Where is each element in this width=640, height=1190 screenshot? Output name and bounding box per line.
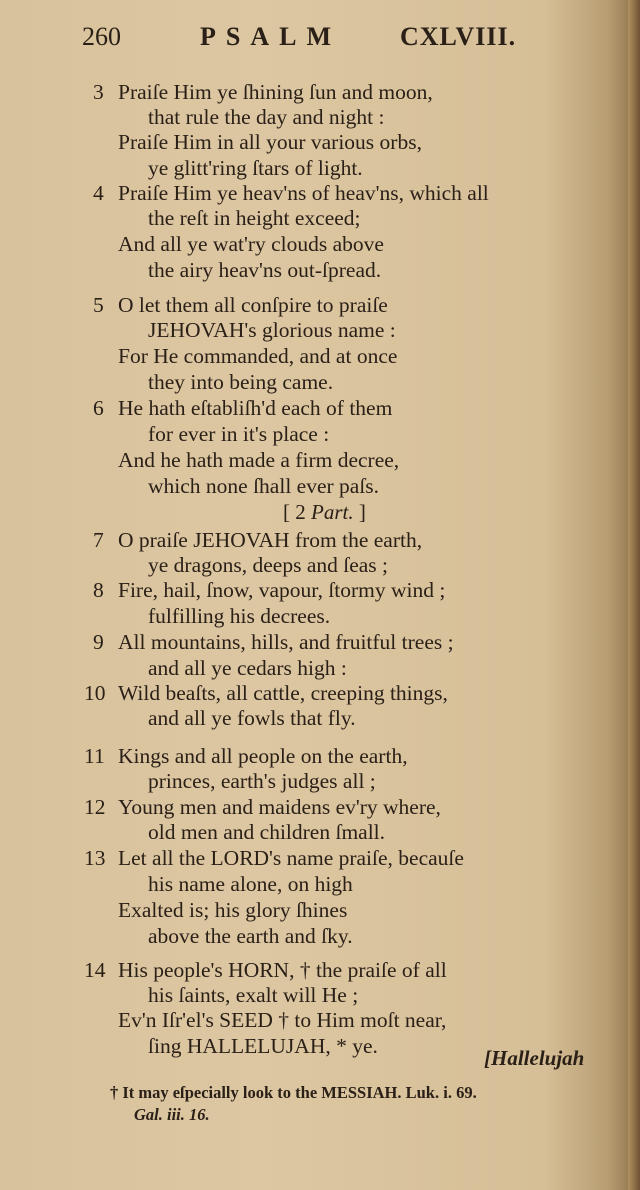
verse-number: 14 [84,958,106,982]
verse-line: ye dragons, deeps and ſeas ; [148,553,389,577]
verse-line: his ſaints, exalt will He ; [148,983,359,1007]
verse-line: the airy heav'ns out-ſpread. [148,258,382,282]
verse-line: princes, earth's judges all ; [148,769,376,793]
verse-line: for ever in it's place : [148,422,330,446]
verse-line: Wild beaſts, all cattle, creeping things, [118,681,448,705]
verse-number: 6 [93,396,104,420]
page-edge [628,0,640,1190]
verse-line: ye glitt'ring ſtars of light. [148,156,363,180]
verse-line: O praiſe JEHOVAH from the earth, [118,528,423,552]
verse-number: 4 [93,181,104,205]
verse-line: Praiſe Him ye heav'ns of heav'ns, which all [118,181,489,205]
verse-line: He hath eſtabliſh'd each of them [118,396,393,420]
verse-line: O let them all conſpire to praiſe [118,293,388,317]
verse-line: And he hath made a firm decree, [118,448,400,472]
verse-number: 3 [93,80,104,104]
verse-number: 9 [93,630,104,654]
part-open: [ 2 [283,500,306,524]
verse-line: JEHOVAH's glorious name : [148,318,396,342]
verse-line: Exalted is; his glory ſhines [118,898,348,922]
verse-number: 10 [84,681,106,705]
verse-line: His people's HORN, † the praiſe of all [118,958,447,982]
verse-line: old men and children ſmall. [148,820,386,844]
verse-line: Praiſe Him ye ſhining ſun and moon, [118,80,433,104]
verse-line: All mountains, hills, and fruitful trees ; [118,630,454,654]
part-close: ] [358,500,366,524]
verse-line: Let all the LORD's name praiſe, becauſe [118,846,464,870]
part-label: Part. [311,500,354,524]
verse-line: Ev'n Iſr'el's SEED † to Him moſt near, [118,1008,447,1032]
verse-line: And all ye wat'ry clouds above [118,232,384,256]
part-marker [283,500,366,525]
verse-number: 7 [93,528,104,552]
verse-number: 5 [93,293,104,317]
verse-line: Fire, hail, ſnow, vapour, ſtormy wind ; [118,578,446,602]
verse-line: and all ye cedars high : [148,656,347,680]
verse-line: ſing HALLELUJAH, * ye. [148,1034,378,1058]
verse-line: Kings and all people on the earth, [118,744,408,768]
verse-number: 11 [84,744,105,768]
footnote-line-2: Gal. iii. 16. [134,1105,210,1124]
verse-line: which none ſhall ever paſs. [148,474,380,498]
verse-line: the reſt in height exceed; [148,206,361,230]
page-number: 260 [82,22,121,51]
verse-number: 12 [84,795,106,819]
verse-line: that rule the day and night : [148,105,385,129]
psalm-number: CXLVIII. [400,22,517,51]
verse-line: Young men and maidens ev'ry where, [118,795,441,819]
verse-number: 8 [93,578,104,602]
verse-line: and all ye fowls that fly. [148,706,356,730]
catchword: [Hallelujah [484,1046,585,1070]
verse-line: fulfilling his decrees. [148,604,331,628]
verse-line: Praiſe Him in all your various orbs, [118,130,422,154]
verse-line: For He commanded, and at once [118,344,398,368]
verse-number: 13 [84,846,106,870]
verse-line: they into being came. [148,370,334,394]
running-title: PSALM [200,22,341,51]
verse-line: his name alone, on high [148,872,353,896]
verse-line: above the earth and ſky. [148,924,353,948]
footnote-line-1: † It may eſpecially look to the MESSIAH. Luk. i. 69. [110,1083,477,1102]
